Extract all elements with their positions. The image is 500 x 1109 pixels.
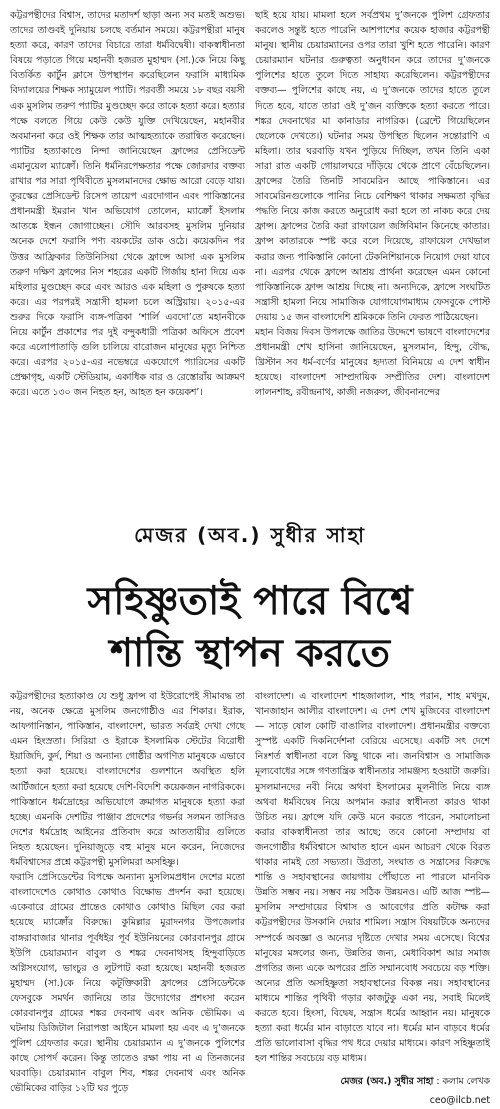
headline-title bbox=[10, 577, 490, 679]
author-kicker: মেজর (অব.) সুধীর সাহা bbox=[134, 523, 366, 547]
top-left-text: কট্টরপন্থীদের বিশ্বাস, তাদের মতাদর্শ ছাড়া অন্য সব মতই অশুভ। তাদের তাণ্ডবই দুনিয়ায় চলছে বর্তমান সময়ে। কট্টরপন্থীরা মানুষ হত্যা করে, কারণ তাদের বিচারে তারা ধর্মবিদ্বেষী। বাকস্বাধীনতা বিষয়ে পড়াতে গিয়ে মহানবী হজরত মুহাম্মদ (সা.)কে নিয়ে কিছু বিতর্কিত কার্টুন ক্লাসে উপস্থাপন করেছিলেন ফরাসি মাধ্যমিক বিদ্যালয়ের শিক্ষক স্যামুয়েল প্যাটি। পরবর্তী সময়ে ১৮ বছর বয়সী এক মুসলিম তরুণ প্যাটির মুণ্ডচ্ছেদ করে তাকে হত্যা করে। হত্যার পক্ষে বলতে গিয়ে কেউ কেউ যুক্তি দেখিয়েছেন, মহানবীর অবমাননা করে ওই শিক্ষক তার আত্মহত্যাকে তরান্বিত করেছেন। প্যাটির হত্যাকাণ্ডে নিন্দা জানিয়েছেন ফ্রান্সের প্রেসিডেন্ট এমানুয়েল ম্যাক্রোঁ। তিনি ধর্মনিরপেক্ষতার পক্ষে জোরদার বক্তব্য রাখার পর সারা পৃথিবীতে মুসলমানদের ক্ষোভ আরো বেড়ে যায়। তুরস্কের প্রেসিডেন্ট রিসেপ তায়েপ এরদোগান এবং পাকিস্তানের প্রধানমন্ত্রী ইমরান খান অভিযোগ তোলেন, ম্যাক্রোঁ ইসলাম আতঙ্কে ইন্ধন জোগাচ্ছেন। সৌদি আরবসহ মুসলিম দুনিয়ার অনেক দেশে ফরাসি পণ্য বয়কটের ডাক ওঠে। কয়েকদিন পর উত্তর আফ্রিকার তিউনিসিয়া থেকে ফ্রান্সে আসা এক মুসলিম তরুণ দক্ষিণ ফ্রান্সের নিস শহরের একটি গির্জায় হানা দিয়ে এক মহিলার মুণ্ডচ্ছেদ করে এবং আরও এক মহিলা ও পুরুষকে হত্যা করে। এর পরপরই সন্ত্রাসী হামলা চলে অস্ট্রিয়ায়। ২০১৫-এর শুরুর দিকে ফরাসি ব্যঙ্গ-পত্রিকা ‘শার্লি এবদো’তে মহানবীকে নিয়ে কার্টুন প্রকাশের পর দুই বন্দুকধারী পত্রিকা অফিসে প্রবেশ করে এলোপাতাড়ি গুলি চালিয়ে বারোজন মানুষের মৃত্যু নিশ্চিত করে। এরপর ২০১৫-এর নভেম্বরে একযোগে প্যারিসের একটি প্রেক্ষাগৃহ, একটি স্টেডিয়াম, একাধিক বার ও রেস্তোরাঁয় আক্রমণ করে। এতে ১৩০ জন নিহত হন, আহত হন কয়েকশ’। bbox=[10, 10, 245, 399]
byline bbox=[255, 1074, 490, 1089]
top-right-text: ছাই হয়ে যায়। মামলা হলে সর্বপ্রথম দু’জনকে পুলিশ গ্রেফতার করলেও সন্তুষ্ট হতে পারেনি আশপাশের কয়েক হাজার কট্টরপন্থী মানুষ। স্থানীয় চেয়ারম্যানের ওপর তারা খুশি হতে পারেনি। কারণ চেয়ারম্যান ঘটনার গুরুত্বতা অনুধাবন করে তাদের দু’জনকে পুলিশের হাতে তুলে দিতে সাহায্য করেছিলেন। কট্টরপন্থীদের বক্তব্য— পুলিশের কাছে নয়, এ দু’জনকে তাদের হাতে তুলে দিতে হবে, যাতে তারা ওই দু’জন ব্যক্তিকে হত্যা করতে পারে। শঙ্কর দেবনাথের মা কানাডার নাগরিক। (ব্রেন্টে গিয়েছিলেন ছেলেকে দেখতে।) ঘটনার সময় উপস্থিত ছিলেন সন্তোরাণি এ মহিলা। তার ঘরবাড়ি যখন পুড়িয়ে দিচ্ছিল, তখন তিনি একা সারা রাত একটি গোয়ালঘরে দাঁড়িয়ে থেকে প্রাণে বেঁচেছিলেন। ফ্রান্সের তৈরি তিনটি সাবমেরিন আছে পাকিস্তানে। এর সাবমেরিনগুলোকে পানির নিচে বেশিক্ষণ থাকার সক্ষমতা বৃদ্ধির পদ্ধতি নিয়ে কাজ করতে অনুরোধ করা হলে তা নাকচ করে দেয় ফ্রান্স। ফ্রান্সের তৈরি করা রাফায়েল জঙ্গিবিমান কিনেছে কাতার। ফ্রান্স কাতারকে স্পষ্ট করে বলে দিয়েছে, রাফায়েল দেখভাল করার জন্য পাকিস্তানি কোনো টেকনিশিয়ানকে নিয়োগ দেয়া যাবে না। এরপর থেকে ফ্রান্সে আশ্রয় প্রার্থনা করেছেন এমন কোনো পাকিস্তানিকে ফ্রান্স আশ্রয় দিচ্ছে না। অন্যদিকে, ফ্রান্সে সংঘটিত সন্ত্রাসী হামলা নিয়ে সামাজিক যোগাযোগমাধ্যম ফেসবুকে পোস্ট দেয়ায় ১৫ জন বাংলাদেশি শ্রমিককে তিনি ফেরত পাঠিয়েছেন। মহান বিজয় দিবস উপলক্ষে জাতির উদ্দেশে ভাষণে বাংলাদেশের প্রধানমন্ত্রী শেখ হাসিনা জানিয়েছেন, মুসলমান, হিন্দু, বৌদ্ধ, খ্রিস্টান সব ধর্ম-বর্ণের মানুষের হৃদ্যতা বিনিময়ে এ দেশ স্বাধীন হয়েছে। বাংলাদেশ সাম্প্রদায়িক সম্প্রীতির দেশ। বাংলাদেশ লালনশাহ, রবীন্দ্রনাথ, কাজী নজরুল, জীবনানন্দের bbox=[255, 10, 490, 399]
bottom-left-text: কট্টরপন্থীদের হত্যাকাণ্ড যে শুধু ফ্রান্স বা ইউরোপেই সীমাবদ্ধ তা নয়, অনেক ক্ষেত্রে মুসলিম জনগোষ্ঠীও এর শিকার। ইরাক, আফগানিস্তান, পাকিস্তান, বাংলাদেশ, ভারত সর্বত্রই দেখা গেছে এমন হিংস্রতা। সিরিয়া ও ইরাকে ইসলামিক স্টেটের বিরোধী ইয়াজিদি, কুর্দ, শিয়া ও অন্যান্য গোষ্ঠীর অগণিত মানুষকে এভাবে হত্যা করা হয়েছে। বাংলাদেশের গুলশানে অবস্থিত হলি আর্টিজানে হত্যা করা হয়েছে দেশি-বিদেশি কয়েকজন নাগরিককে। পাকিস্তানে ধর্মদ্রোহের অভিযোগে ক্রমাগত মানুষকে হত্যা করা হচ্ছে। এমনকি দেশটির পাঞ্জাব প্রদেশের গভর্নর সলমন তাসিরও দেশের ধর্মদ্রোহ আইনের প্রতিবাদ করে আততায়ীর গুলিতে নিহত হয়েছেন। দুনিয়াজুড়ে বহু মানুষ মনে করেন, নিজেদের ধর্মবিশ্বাসের প্রশ্নে কট্টরপন্থী মুসলিমরা অসহিষ্ণু। ফরাসি প্রেসিডেন্টের বিপক্ষে অন্যান্য মুসলিমপ্রধান দেশের মতো বাংলাদেশেও কোথাও কোথাও বিক্ষোভ প্রদর্শন করা হয়েছে। একেবারে গ্রামের প্রান্তেও কোথাও কোথাও মিছিল বের করা হয়েছে ম্যাক্রোঁর বিরুদ্ধে। কুমিল্লার মুরাদনগর উপজেলার বাঙ্গরাবাজার থানার পূর্বধইর পূর্ব ইউনিয়নের কোরবানপুর গ্রামে ইউপি চেয়ারম্যান বাবুল ও শঙ্কর দেবনাথসহ হিন্দুবাড়িতে অগ্নিসংযোগ, ভাংচুর ও লুটপাট করা হয়েছে। মহানবী হজরত মুহাম্মদ (সা.)কে নিয়ে কটূক্তিকারী ফ্রান্সের প্রেসিডেন্টকে ফেসবুকে সমর্থন জানিয়ে তার উদ্যোগের প্রশংসা করেন কোরবানপুর গ্রামের শঙ্কর দেবনাথ এবং অনিক ভৌমিক। এ ঘটনায় ডিজিটাল নিরাপত্তা আইনে মামলা হয় এবং এ দু’জনকে পুলিশ গ্রেফতার করে। স্থানীয় চেয়ারম্যান এ দু’জনকে পুলিশের কাছে সোপর্দ করেন। কিন্তু তাতেও রক্ষা পায় না এ তিনজনের ঘরবাড়ি। চেয়ারম্যান বাবুল শিব, শঙ্কর দেবনাথ এবং অনিক ভৌমিকের বাড়ির ১২টি ঘর পুড়ে bbox=[10, 691, 245, 1095]
bottom-right-text: বাংলাদেশ। এ বাংলাদেশ শাহজালাল, শাহ পরান, শাহ মখদুম, খানজাহান আলীর বাংলাদেশ। এ দেশ শেখ মুজিবের বাংলাদেশ— সাড়ে ষোল কোটি বাঙালির বাংলাদেশ। প্রধানমন্ত্রীর বক্তব্যে সুস্পষ্ট একটি দিকনির্দেশনা বেরিয়ে এসেছে। একটি সৎ দেশে নিঃশর্ত স্বাধীনতা বলে কিছু থাকে না। জনবিশ্বাস ও সামাজিক মূল্যবোধের সঙ্গে গণতান্ত্রিক স্বাধীনতার সামঞ্জস্য হওয়াটা জরুরি। মুসলমানদের নবী নিয়ে অথবা ইসলামের মূলনীতি নিয়ে ব্যঙ্গ অথবা ধর্মবিদ্বেষ নিয়ে অপমান করার স্বাধীনতা কারও থাকা উচিত নয়। ফ্রান্সে যদি কেউ মনে করতে পারেন, সমালোচনা করার বাকস্বাধীনতা তার আছে; তবে কোনো সম্প্রদায় বা জনগোষ্ঠীর ধর্মবিশ্বাসে আঘাত হানে এমন আচরণ থেকে বিরত থাকার নামই তো সভ্যতা। উগ্রতা, সংঘাত ও সন্ত্রাসের বিরুদ্ধে শান্তি ও সহাবস্থানের জায়গায় পৌঁছাতে না পারলে মানবিক উন্নতি সম্ভব নয়। সম্ভব নয় সঠিক উন্নয়নও। এটি আজ স্পষ্ট— মুসলিম সম্প্রদায়ের বিশ্বাস ও আবেগের প্রতি কটাক্ষ করা কট্টরপন্থীদের উসকানি দেয়ার শামিল। সন্ত্রাস বিষয়টিকে অন্যদের সম্পর্কে অবজ্ঞা ও অন্যের দৃষ্টিতে দেখার সময় এসেছে। বিশ্বের মানুষের মঙ্গলের জন্য, উন্নতির জন্য, মেধাবিকাশ আর সমাজ প্রগতির জন্য একে অপরের প্রতি সম্মানবোধ সবচেয়ে বড় শক্তি। অন্যের প্রতি অসহিষ্ণুতা সহাবস্থানের বিকল্প নয়। সহাবস্থানের মাধ্যমে শান্তির পৃথিবী গড়ার কাজটুকু একা নয়, সবাই মিলেই করতে হবে। হিংসা, বিদ্বেষ, সন্ত্রাস ধর্মের আহ্বান নয়। মানুষকে হত্যা করা ধর্মের মান বাড়াতে যাবে না। ধর্মের মান বাড়বে ধর্মের প্রতি ভালোবাসা বৃদ্ধির পথ ধরে দেয়ার মাধ্যমে। কারণ সহিষ্ণুতাই হল শান্তির সবচেয়ে বড় মাধ্যম। bbox=[255, 691, 490, 1065]
bottom-right-column bbox=[255, 689, 490, 1107]
headline-title-line1: সহিষ্ণুতাই পারে বিশ্বে bbox=[87, 579, 413, 624]
headline-block bbox=[10, 521, 490, 585]
top-left-column bbox=[10, 8, 245, 513]
byline-role: : কলাম লেখক bbox=[436, 1076, 490, 1088]
top-right-column bbox=[255, 8, 490, 513]
bottom-article-columns bbox=[10, 689, 490, 1107]
headline-title-line2: শান্তি স্থাপন করতে bbox=[109, 631, 391, 676]
top-article-columns bbox=[10, 8, 490, 513]
byline-author: মেজর (অব.) সুধীর সাহা bbox=[340, 1076, 434, 1088]
bottom-left-column bbox=[10, 689, 245, 1095]
byline-email: ceo@ilcb.net bbox=[429, 1095, 490, 1107]
byline-block bbox=[255, 1074, 490, 1108]
